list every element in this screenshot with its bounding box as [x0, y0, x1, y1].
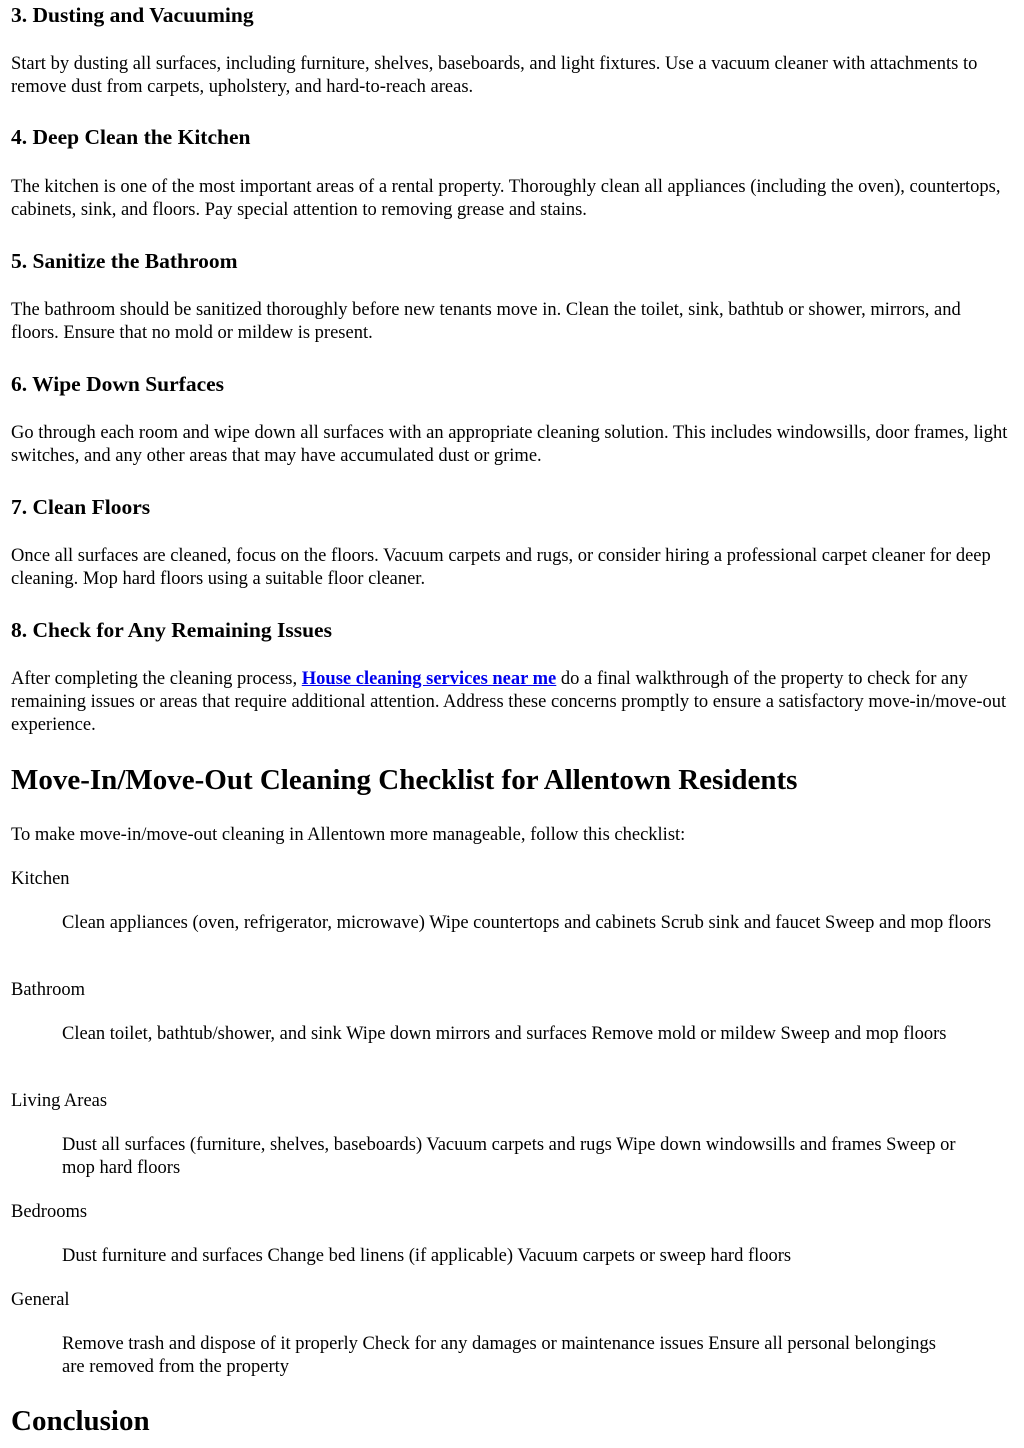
section-body-kitchen: The kitchen is one of the most important areas of a rental property. Thoroughly clean all appliances (including the oven), countertops, cabinets, sink, and floors. Pay special attention to removing grease and stains. — [11, 177, 1001, 220]
checklist-group-items-kitchen: Clean appliances (oven, refrigerator, microwave) Wipe countertops and cabinets Scrub sink and faucet Sweep and mop floors — [62, 913, 992, 933]
section-heading-issues: 8. Check for Any Remaining Issues — [11, 618, 332, 642]
checklist-heading: Move-In/Move-Out Cleaning Checklist for Allentown Residents — [11, 764, 798, 796]
checklist-group-label-kitchen: Kitchen — [11, 869, 70, 889]
section-body-dusting: Start by dusting all surfaces, including furniture, shelves, baseboards, and light fixtures. Use a vacuum cleaner with attachments to remove dust from carpets, upholstery, and hard-to-reach areas. — [11, 54, 978, 97]
checklist-group-label-bedrooms: Bedrooms — [11, 1202, 88, 1222]
section-body-bathroom: The bathroom should be sanitized thoroughly before new tenants move in. Clean the toilet, sink, bathtub or shower, mirrors, and floors. Ensure that no mold or mildew is present. — [11, 300, 961, 343]
issues-text-after: do a final walkthrough of the property to check for any remaining issues or areas that require additional attention. Address these concerns promptly to ensure a satisfactory move-in/move-out experience. — [11, 669, 1007, 735]
section-heading-dusting: 3. Dusting and Vacuuming — [11, 3, 254, 27]
checklist-intro: To make move-in/move-out cleaning in Allentown more manageable, follow this checklist: — [11, 825, 686, 845]
section-body-surfaces: Go through each room and wipe down all surfaces with an appropriate cleaning solution. This includes windowsills, door frames, light switches, and any other areas that may have accumulated dust or grime. — [11, 423, 1008, 466]
checklist-group-label-living-areas: Living Areas — [11, 1091, 108, 1111]
section-body-floors: Once all surfaces are cleaned, focus on the floors. Vacuum carpets and rugs, or consider hiring a professional carpet cleaner for deep cleaning. Mop hard floors using a suitable floor cleaner. — [11, 546, 991, 589]
house-cleaning-link[interactable]: House cleaning services near me — [301, 669, 557, 689]
checklist-group-items-living-areas: Dust all surfaces (furniture, shelves, baseboards) Vacuum carpets and rugs Wipe down windowsills and frames Sweep or mop hard floors — [62, 1135, 956, 1178]
section-heading-surfaces: 6. Wipe Down Surfaces — [11, 372, 225, 396]
checklist-group-items-bathroom: Clean toilet, bathtub/shower, and sink Wipe down mirrors and surfaces Remove mold or mildew Sweep and mop floors — [62, 1024, 947, 1044]
section-heading-kitchen: 4. Deep Clean the Kitchen — [11, 125, 251, 149]
checklist-group-label-general: General — [11, 1290, 70, 1310]
section-body-issues — [11, 668, 1016, 737]
checklist-group-items-general: Remove trash and dispose of it properly Check for any damages or maintenance issues Ensure all personal belongings are removed from the property — [62, 1334, 936, 1377]
issues-text-before: After completing the cleaning process, — [11, 669, 302, 689]
section-heading-bathroom: 5. Sanitize the Bathroom — [11, 249, 238, 273]
checklist-group-items-bedrooms: Dust furniture and surfaces Change bed linens (if applicable) Vacuum carpets or sweep hard floors — [62, 1246, 792, 1266]
conclusion-heading: Conclusion — [11, 1405, 150, 1437]
checklist-group-label-bathroom: Bathroom — [11, 980, 85, 1000]
section-heading-floors: 7. Clean Floors — [11, 495, 151, 519]
